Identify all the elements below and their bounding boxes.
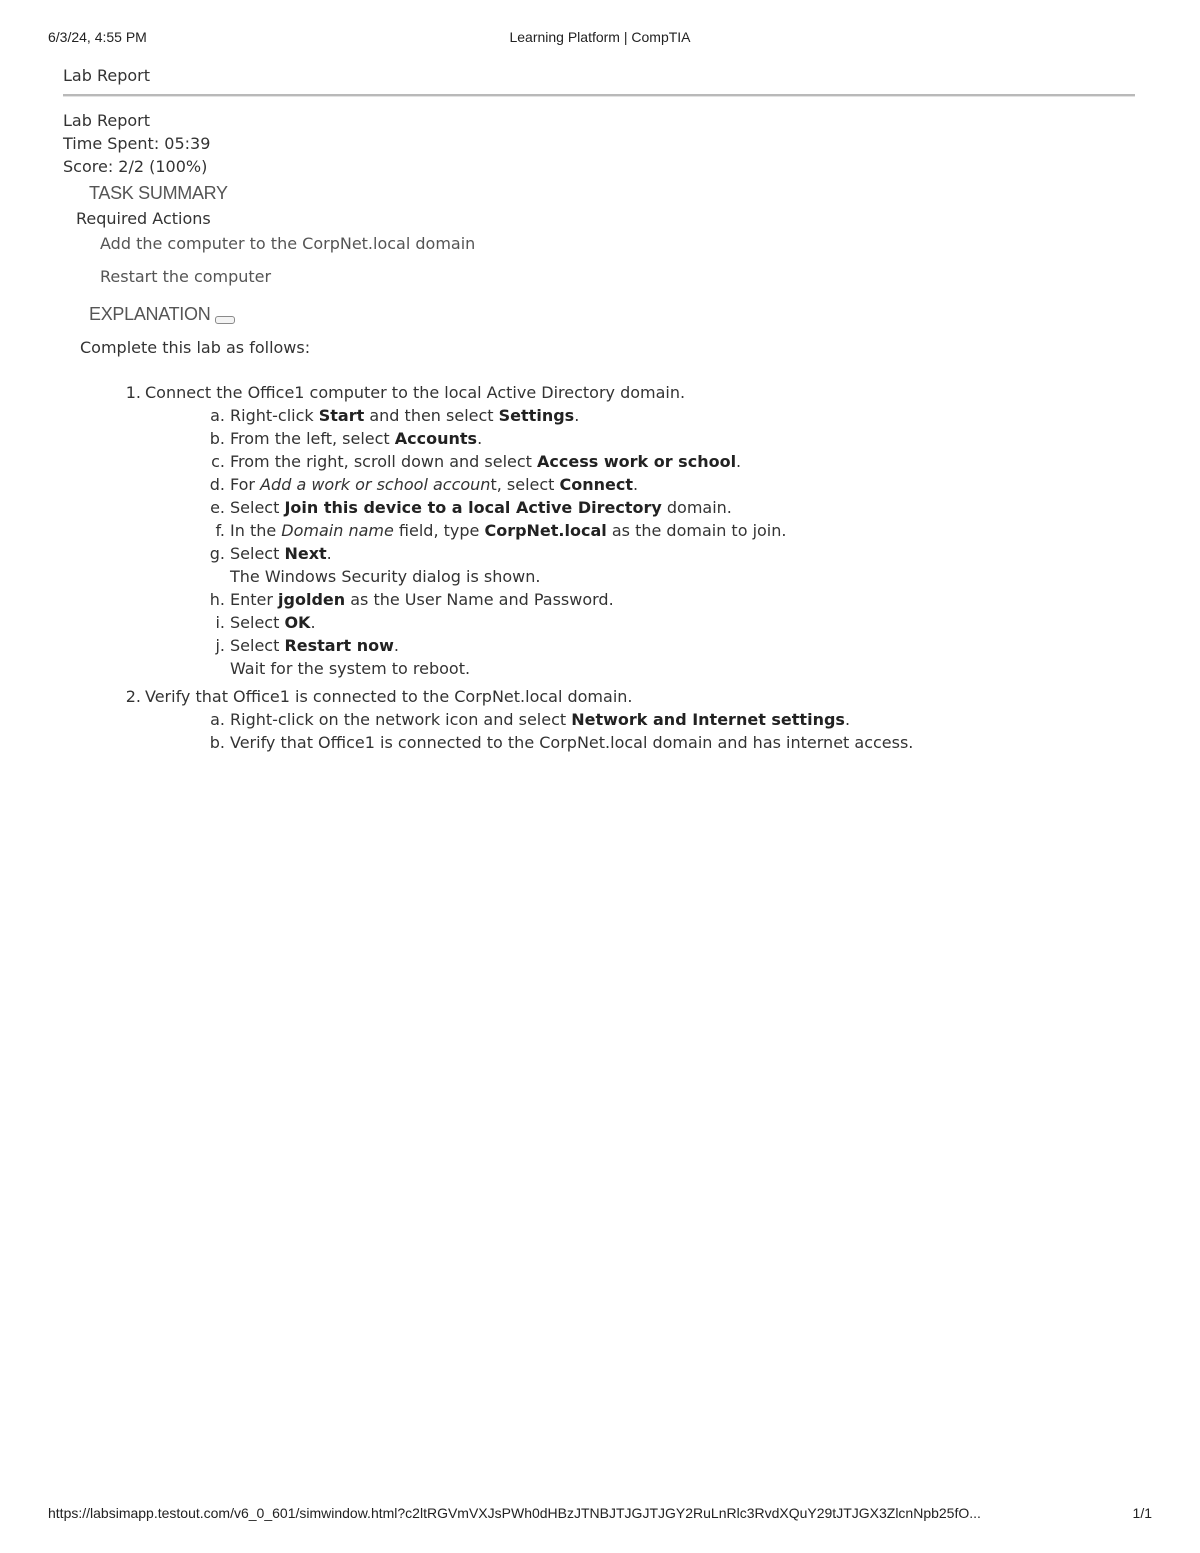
ui-term: Connect xyxy=(559,475,634,494)
sub-step-item xyxy=(209,588,1135,611)
time-spent: Time Spent: 05:39 xyxy=(63,134,211,153)
sub-step-text: From the left, select Accounts. xyxy=(230,429,483,448)
sub-step-text: From the right, scroll down and select Access work or school. xyxy=(230,452,742,471)
ui-term: Start xyxy=(318,406,365,425)
explanation-intro: Complete this lab as follows: xyxy=(80,338,311,357)
sub-step-text: Select Next. xyxy=(230,544,332,563)
ui-term: OK xyxy=(284,613,311,632)
report-subheading: Lab Report xyxy=(63,111,150,130)
step-item xyxy=(123,381,1135,404)
sub-step-item xyxy=(210,496,1135,519)
step-number: 1. xyxy=(125,383,141,402)
sub-step-item xyxy=(215,519,1135,542)
print-page-title: Learning Platform | CompTIA xyxy=(509,29,691,45)
step-item xyxy=(123,685,1135,708)
sub-step-text: Enter jgolden as the User Name and Password. xyxy=(230,590,614,609)
sub-step-letter: h. xyxy=(209,590,225,609)
ui-term: CorpNet.local xyxy=(484,521,607,540)
sub-step-list xyxy=(209,404,1135,680)
score: Score: 2/2 (100%) xyxy=(63,157,208,176)
sub-step-note: Wait for the system to reboot. xyxy=(230,659,471,678)
step-number: 2. xyxy=(125,687,141,706)
explanation-title: EXPLANATION xyxy=(89,304,211,324)
sub-step-text: Right-click Start and then select Settings. xyxy=(230,406,580,425)
page-title: Lab Report xyxy=(63,66,150,85)
sub-step-letter: g. xyxy=(209,544,225,563)
required-action-item: Restart the computer xyxy=(100,267,272,286)
print-header xyxy=(48,29,1152,49)
sub-step-text: Select Join this device to a local Active Directory domain. xyxy=(230,498,732,517)
ui-term: Access work or school xyxy=(537,452,737,471)
sub-step-letter: a. xyxy=(210,710,225,729)
sub-step-text: Select OK. xyxy=(230,613,316,632)
ui-term: jgolden xyxy=(278,590,346,609)
sub-step-item xyxy=(215,634,1135,657)
sub-step-item xyxy=(210,708,1135,731)
sub-step-text: Right-click on the network icon and select Network and Internet settings. xyxy=(230,710,851,729)
sub-step-letter: d. xyxy=(209,475,225,494)
explanation-header xyxy=(89,302,1135,326)
step-text: Connect the Office1 computer to the local Active Directory domain. xyxy=(145,383,686,402)
print-url: https://labsimapp.testout.com/v6_0_601/simwindow.html?c2ltRGVmVXJsPWh0dHBzJTNBJTJGJTJGY2RuLnRlc3RvdXQuY29tJTJGX3ZlcnNpb25fO... xyxy=(48,1505,981,1521)
sub-step-text: In the Domain name field, type CorpNet.local as the domain to join. xyxy=(230,521,787,540)
ui-term: Restart now xyxy=(284,636,394,655)
page-number: 1/1 xyxy=(1132,1505,1152,1521)
required-action-item: Add the computer to the CorpNet.local domain xyxy=(100,234,476,253)
field-name: Add a work or school accoun xyxy=(260,475,491,494)
sub-step-text: Verify that Office1 is connected to the CorpNet.local domain and has internet access. xyxy=(230,733,914,752)
sub-step-letter: j. xyxy=(215,636,225,655)
sub-step-letter: c. xyxy=(211,452,225,471)
sub-step-letter: i. xyxy=(215,613,225,632)
sub-step-item xyxy=(211,450,1135,473)
ui-term: Settings xyxy=(498,406,575,425)
ui-term: Network and Internet settings xyxy=(571,710,845,729)
sub-step-item xyxy=(215,611,1135,634)
sub-step-text: For Add a work or school account, select Connect. xyxy=(230,475,639,494)
sub-step-item xyxy=(209,542,1135,565)
sub-step-letter: f. xyxy=(215,521,225,540)
explanation-steps xyxy=(123,381,1135,754)
print-datetime: 6/3/24, 4:55 PM xyxy=(48,29,147,45)
sub-step-item xyxy=(209,427,1135,450)
sub-step-letter: a. xyxy=(210,406,225,425)
sub-step-note: The Windows Security dialog is shown. xyxy=(230,567,541,586)
ui-term: Next xyxy=(284,544,327,563)
required-actions-title: Required Actions xyxy=(76,209,211,228)
sub-step-item xyxy=(209,731,1135,754)
sub-step-letter: b. xyxy=(209,429,225,448)
report-meta xyxy=(63,109,1135,178)
ui-term: Join this device to a local Active Directory xyxy=(284,498,662,517)
sub-step-text: Select Restart now. xyxy=(230,636,399,655)
collapse-icon[interactable] xyxy=(215,316,235,324)
sub-step-item xyxy=(210,404,1135,427)
step-text: Verify that Office1 is connected to the CorpNet.local domain. xyxy=(145,687,633,706)
task-summary-title: TASK SUMMARY xyxy=(89,183,228,203)
lab-report-content xyxy=(63,64,1135,754)
ui-term: Accounts xyxy=(394,429,478,448)
sub-step-letter: b. xyxy=(209,733,225,752)
sub-step-letter: e. xyxy=(210,498,225,517)
sub-step-item xyxy=(209,473,1135,496)
field-name: Domain name xyxy=(281,521,394,540)
print-footer xyxy=(48,1505,1152,1525)
sub-step-list xyxy=(209,708,1135,754)
heading-divider xyxy=(63,94,1135,97)
